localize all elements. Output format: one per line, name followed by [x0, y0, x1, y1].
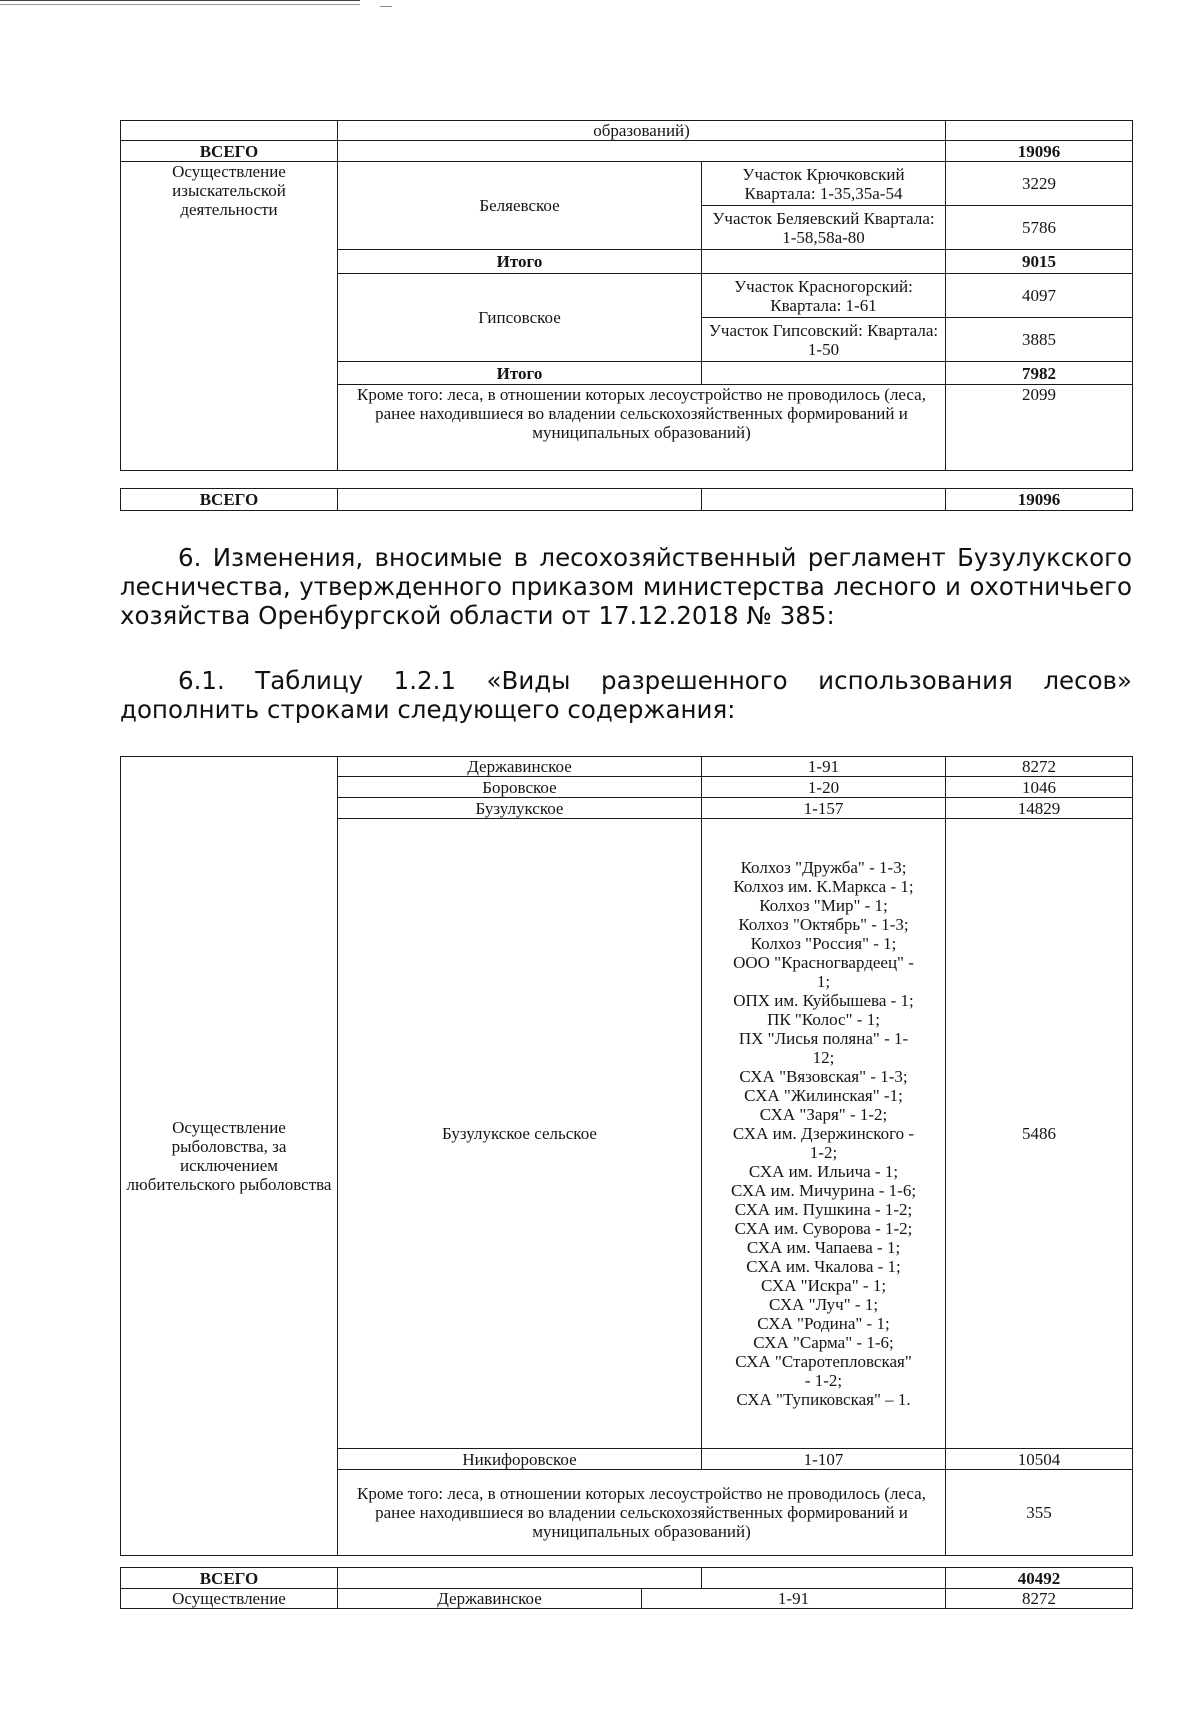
quarter-line: СХА им. Дзержинского - — [732, 1124, 915, 1143]
quarter-line: 1; — [816, 972, 831, 991]
extra-forest-note: Кроме того: леса, в отношении которых лесоустройство не проводилось (леса, ранее находившиеся во владении сельскохозяйственных формирований и муниципальных образований) — [338, 385, 946, 471]
forest-table-survey — [120, 120, 1133, 471]
total-value: 19096 — [946, 141, 1133, 162]
table-cell — [338, 489, 702, 511]
plot-value: 3229 — [946, 162, 1133, 206]
area-value: 5486 — [946, 819, 1133, 1449]
forest-table-fishing — [120, 756, 1133, 1556]
quarters-cell: 1-157 — [702, 798, 946, 819]
subtotal-label: Итого — [338, 250, 702, 274]
quarter-line: СХА им. Чкалова - 1; — [746, 1257, 901, 1276]
quarter-line: СХА им. Суворова - 1-2; — [734, 1219, 913, 1238]
forestry-name: Державинское — [338, 757, 702, 777]
subtotal-label: Итого — [338, 362, 702, 385]
quarter-line: ПХ "Лисья поляна" - 1- — [738, 1029, 909, 1048]
total-label: ВСЕГО — [121, 1568, 338, 1589]
extra-forest-value: 355 — [946, 1470, 1133, 1556]
quarter-line: СХА им. Ильича - 1; — [748, 1162, 899, 1181]
forestry-name: Беляевское — [338, 162, 702, 250]
quarters-cell: 1-107 — [702, 1449, 946, 1470]
forestry-name: Бузулукское — [338, 798, 702, 819]
subtotal-value: 9015 — [946, 250, 1133, 274]
quarter-line: Колхоз "Октябрь" - 1-3; — [738, 915, 909, 934]
total-label: ВСЕГО — [121, 489, 338, 511]
forestry-name: Державинское — [338, 1589, 642, 1609]
table-cell — [702, 1568, 946, 1589]
quarter-line: СХА "Старотепловская" — [735, 1352, 912, 1371]
plot-value: 5786 — [946, 206, 1133, 250]
area-value: 14829 — [946, 798, 1133, 819]
quarter-line: Колхоз "Дружба" - 1-3; — [740, 858, 907, 877]
plot-value: 3885 — [946, 318, 1133, 362]
scan-edge-mark-small — [380, 0, 392, 7]
quarter-line: СХА "Сарма" - 1-6; — [753, 1333, 894, 1352]
quarter-line: Колхоз "Россия" - 1; — [750, 934, 897, 953]
area-value: 10504 — [946, 1449, 1133, 1470]
forestry-name: Боровское — [338, 777, 702, 798]
table-cell: образований) — [338, 121, 946, 141]
quarter-line: СХА "Жилинская" -1; — [744, 1086, 903, 1105]
quarter-line: СХА им. Мичурина - 1-6; — [730, 1181, 917, 1200]
quarter-line: 12; — [812, 1048, 835, 1067]
table-cell — [946, 121, 1133, 141]
table-cell — [338, 141, 946, 162]
plot-cell: Участок Гипсовский: Квартала: 1-50 — [702, 318, 946, 362]
forestry-name: Никифоровское — [338, 1449, 702, 1470]
forestry-name: Бузулукское сельское — [338, 819, 702, 1449]
quarter-line: СХА им. Чапаева - 1; — [746, 1238, 901, 1257]
table-cell — [702, 489, 946, 511]
quarter-line: - 1-2; — [804, 1371, 843, 1390]
extra-forest-note: Кроме того: леса, в отношении которых лесоустройство не проводилось (леса, ранее находившиеся во владении сельскохозяйственных формирований и муниципальных образований) — [338, 1470, 946, 1556]
quarters-list — [702, 819, 946, 1449]
quarter-line: ОПХ им. Куйбышева - 1; — [733, 991, 914, 1010]
activity-cell: Осуществление рыболовства, за исключением любительского рыболовства — [121, 757, 338, 1556]
quarters-cell: 1-20 — [702, 777, 946, 798]
area-value: 1046 — [946, 777, 1133, 798]
paragraph-6: 6. Изменения, вносимые в лесохозяйственный регламент Бузулукского лесничества, утвержденного приказом министерства лесного и охотничьего хозяйства Оренбургской области от 17.12.2018 № 385: — [120, 543, 1132, 630]
area-value: 8272 — [946, 1589, 1133, 1609]
table-cell — [338, 1568, 702, 1589]
total-value: 40492 — [946, 1568, 1133, 1589]
total-label: ВСЕГО — [121, 141, 338, 162]
area-value: 8272 — [946, 757, 1133, 777]
scan-edge-mark — [0, 0, 360, 5]
activity-cell: Осуществление — [121, 1589, 338, 1609]
quarter-line: СХА "Тупиковская" – 1. — [736, 1390, 911, 1409]
table-cell — [121, 121, 338, 141]
quarter-line: ПК "Колос" - 1; — [767, 1010, 880, 1029]
extra-forest-value: 2099 — [946, 385, 1133, 471]
quarter-line: Колхоз "Мир" - 1; — [759, 896, 888, 915]
forest-table-fishing-total — [120, 1567, 1133, 1589]
plot-cell: Участок Беляевский Квартала: 1-58,58а-80 — [702, 206, 946, 250]
plot-value: 4097 — [946, 274, 1133, 318]
quarter-line: 1-2; — [809, 1143, 838, 1162]
forest-table-next-row — [120, 1588, 1133, 1609]
quarter-line: СХА "Родина" - 1; — [757, 1314, 890, 1333]
quarter-line: СХА "Вязовская" - 1-3; — [739, 1067, 908, 1086]
quarter-line: СХА им. Пушкина - 1-2; — [734, 1200, 913, 1219]
subtotal-value: 7982 — [946, 362, 1133, 385]
table-cell — [702, 362, 946, 385]
quarter-line: СХА "Искра" - 1; — [760, 1276, 887, 1295]
activity-cell: Осуществление изыскательской деятельности — [121, 162, 338, 471]
total-value: 19096 — [946, 489, 1133, 511]
paragraph-6-1: 6.1. Таблицу 1.2.1 «Виды разрешенного использования лесов» дополнить строками следующего содержания: — [120, 666, 1132, 724]
quarter-line: СХА "Заря" - 1-2; — [759, 1105, 888, 1124]
forestry-name: Гипсовское — [338, 274, 702, 362]
plot-cell: Участок Крючковский Квартала: 1-35,35а-54 — [702, 162, 946, 206]
quarters-cell: 1-91 — [642, 1589, 946, 1609]
table-cell — [702, 250, 946, 274]
quarter-line: ООО "Красногвардеец" - — [733, 953, 914, 972]
quarter-line: СХА "Луч" - 1; — [768, 1295, 879, 1314]
forest-table-survey-total — [120, 488, 1133, 511]
quarters-cell: 1-91 — [702, 757, 946, 777]
plot-cell: Участок Красногорский: Квартала: 1-61 — [702, 274, 946, 318]
quarter-line: Колхоз им. К.Маркса - 1; — [733, 877, 914, 896]
